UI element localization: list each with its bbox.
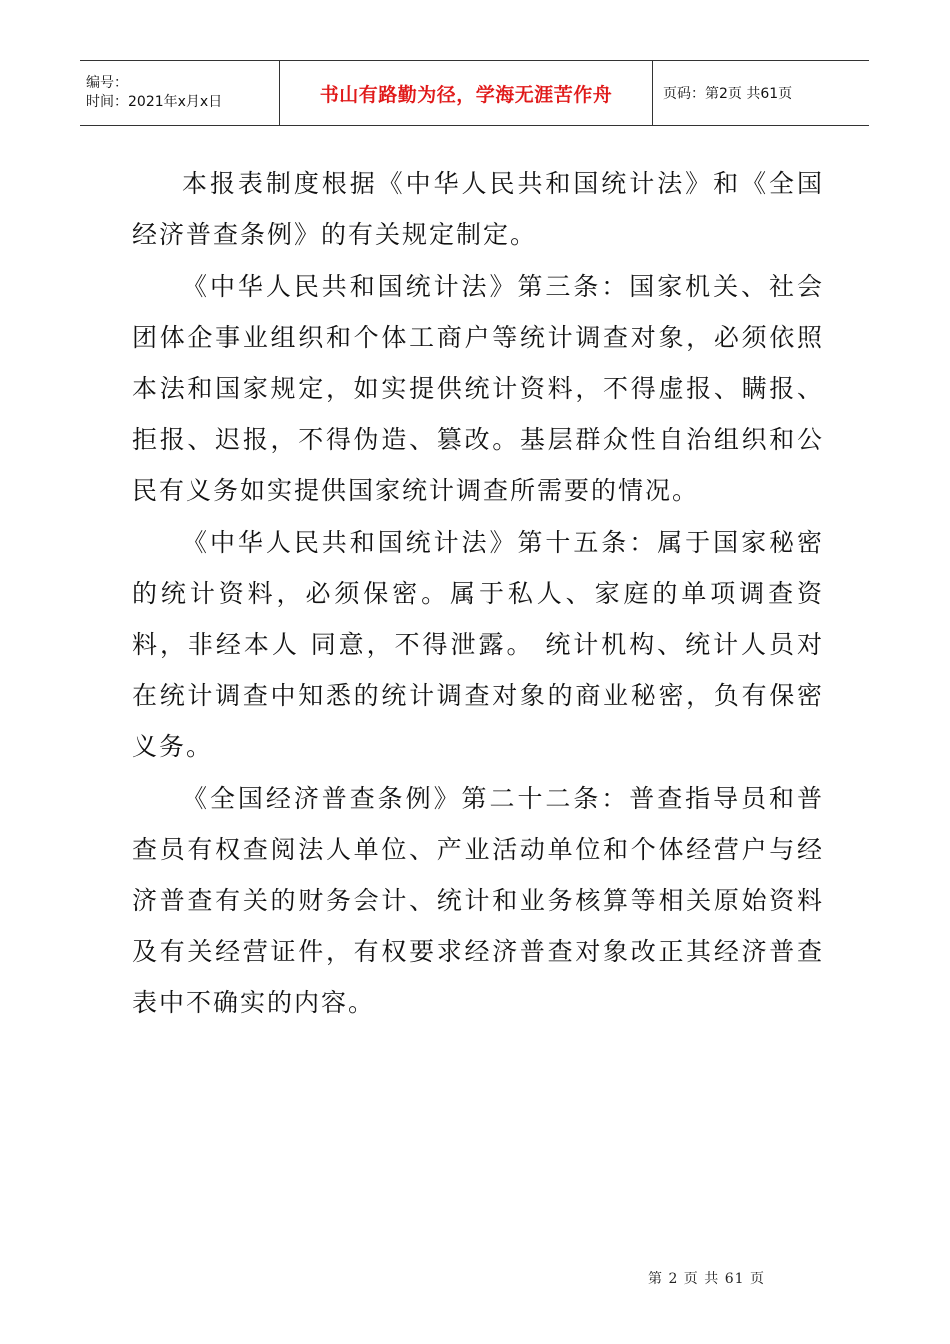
page-footer: 第 2 页 共 61 页: [648, 1271, 765, 1287]
header-page-code: 页码：第2页 共61页: [663, 86, 793, 102]
header-meta-cell: [80, 61, 280, 125]
document-number-label: 编号：: [86, 75, 128, 91]
paragraph-statistics-law-article-15: 《中华人民共和国统计法》第十五条：属于国家秘密的统计资料，必须保密。属于私人、家庭的单项调查资料，非经本人 同意，不得泄露。 统计机构、统计人员对在统计调查中知悉的统计调查对象的商业秘密，负有保密义务。: [132, 528, 824, 761]
paragraph-statistics-law-article-3: 《中华人民共和国统计法》第三条：国家机关、社会团体企事业组织和个体工商户等统计调查对象，必须依照本法和国家规定，如实提供统计资料，不得虚报、瞒报、拒报、迟报，不得伪造、篡改。基层群众性自治组织和公民有义务如实提供国家统计调查所需要的情况。: [132, 272, 824, 505]
paragraph-census-regulation-article-22: 《全国经济普查条例》第二十二条：普查指导员和普查员有权查阅法人单位、产业活动单位和个体经营户与经济普查有关的财务会计、统计和业务核算等相关原始资料及有关经营证件，有权要求经济普查对象改正其经济普查表中不确实的内容。: [132, 784, 824, 1017]
document-body: [132, 158, 824, 1029]
document-date-label: 时间：2021年x月x日: [86, 94, 223, 110]
paragraph-intro: 本报表制度根据《中华人民共和国统计法》和《全国经济普查条例》的有关规定制定。: [132, 169, 824, 249]
document-header: [80, 60, 869, 126]
header-motto: 书山有路勤为径，学海无涯苦作舟: [280, 61, 653, 125]
